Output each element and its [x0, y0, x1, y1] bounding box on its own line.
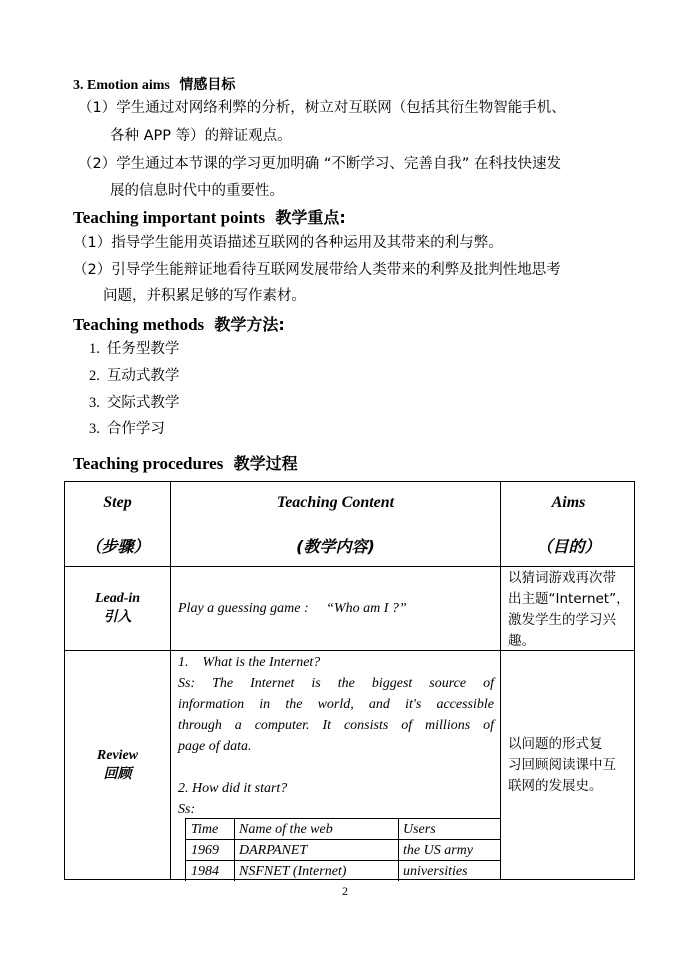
header-step: Step [103, 494, 132, 511]
item-text: 引导学生能辩证地看待互联网发展带给人类带来的利弊及批判性地思考 [111, 262, 561, 278]
review-content [178, 652, 494, 820]
header-content-cn: (教学内容) [296, 537, 375, 556]
method-item [89, 419, 165, 439]
item-text: 互动式教学 [106, 368, 180, 384]
aims-line: 以问题的形式复 [508, 736, 603, 752]
item-text: 交际式教学 [106, 395, 180, 411]
step-name-en: Lead-in [94, 591, 141, 606]
history-time: 1969 [191, 843, 219, 858]
history-table [185, 818, 501, 881]
step-name-en: Review [96, 748, 139, 763]
method-item [89, 366, 179, 386]
review-aims [508, 734, 616, 797]
important-points-title-cn: 教学重点: [275, 208, 346, 227]
history-header-name: Name of the web [239, 822, 333, 837]
item-number: （1） [73, 235, 112, 251]
history-header-row [186, 819, 501, 840]
content-line-blank [178, 757, 494, 778]
aims-line: 联网的发展史。 [508, 778, 603, 794]
aims-line: 激发学生的学习兴 [508, 612, 616, 628]
step-review [65, 746, 170, 784]
item-number: 3. [89, 421, 100, 437]
step-lead-in [65, 589, 170, 627]
content-line: Ss: [178, 802, 196, 817]
item-text: 学生通过对网络利弊的分析，树立对互联网（包括其衍生物智能手机、 [116, 100, 566, 116]
content-line: information in the world, and it's accessible [178, 697, 494, 712]
item-text: 任务型教学 [106, 341, 180, 357]
emotion-aims-title-cn: 情感目标 [179, 77, 236, 93]
step-name-cn: 引入 [103, 609, 132, 625]
history-header-time: Time [191, 822, 219, 837]
header-aims-cn: （目的） [536, 537, 601, 556]
step-name-cn: 回顾 [103, 766, 132, 782]
content-line: Ss: The Internet is the biggest source of [178, 676, 494, 691]
item-number: 3. [89, 395, 100, 411]
procedures-heading [73, 451, 298, 474]
history-users: universities [403, 864, 468, 879]
content-line: 1. What is the Internet? [178, 655, 321, 670]
emotion-item-2-cont: 展的信息时代中的重要性。 [110, 183, 284, 199]
history-users: the US army [403, 843, 473, 858]
methods-title-cn: 教学方法: [214, 315, 285, 334]
item-number: （2） [73, 262, 112, 278]
history-time: 1984 [191, 864, 219, 879]
content-line: 2. How did it start? [178, 781, 288, 796]
aims-line: 以猜词游戏再次带 [508, 570, 616, 586]
methods-heading [73, 312, 285, 335]
emotion-item-2 [78, 154, 561, 174]
row-divider [65, 566, 634, 567]
method-item [89, 339, 179, 359]
item-number: （1） [78, 100, 117, 116]
procedures-title-cn: 教学过程 [233, 454, 298, 473]
aims-line: 趣。 [508, 633, 535, 649]
important-item-2 [73, 260, 561, 280]
important-item-1 [73, 233, 503, 253]
history-header-users: Users [403, 822, 436, 837]
content-line: page of data. [178, 739, 252, 754]
methods-title-en: Teaching methods [73, 315, 205, 334]
important-item-2-cont: 问题，并积累足够的写作素材。 [103, 288, 306, 304]
emotion-aims-title-en: 3. Emotion aims [73, 78, 170, 93]
lead-in-content: Play a guessing game : “Who am I ?” [178, 601, 407, 616]
table-row [186, 861, 501, 882]
procedures-table [64, 481, 635, 880]
item-number: 1. [89, 341, 100, 357]
history-name: DARPANET [239, 843, 308, 858]
header-content: Teaching Content [276, 494, 395, 511]
history-name: NSFNET (Internet) [239, 864, 347, 879]
aims-line: 习回顾阅读课中互 [508, 757, 616, 773]
page-number: 2 [342, 884, 348, 898]
aims-line: 出主题“Internet”， [508, 591, 630, 607]
procedures-title-en: Teaching procedures [73, 454, 224, 473]
header-aims: Aims [551, 494, 586, 511]
table-row [186, 840, 501, 861]
emotion-item-1-cont: 各种 APP 等）的辩证观点。 [110, 128, 292, 144]
item-number: （2） [78, 156, 117, 172]
content-line: through a computer. It consists of millions of [178, 718, 494, 733]
item-text: 学生通过本节课的学习更加明确 “不断学习、完善自我” 在科技快速发 [116, 156, 561, 172]
important-points-heading [73, 205, 346, 228]
method-item [89, 393, 179, 413]
lead-in-aims [508, 568, 630, 652]
important-points-title-en: Teaching important points [73, 208, 266, 227]
item-number: 2. [89, 368, 100, 384]
emotion-aims-heading [73, 74, 235, 94]
item-text: 合作学习 [106, 421, 165, 437]
emotion-item-1 [78, 98, 566, 118]
item-text: 指导学生能用英语描述互联网的各种运用及其带来的利与弊。 [111, 235, 503, 251]
header-step-cn: （步骤） [85, 537, 150, 556]
